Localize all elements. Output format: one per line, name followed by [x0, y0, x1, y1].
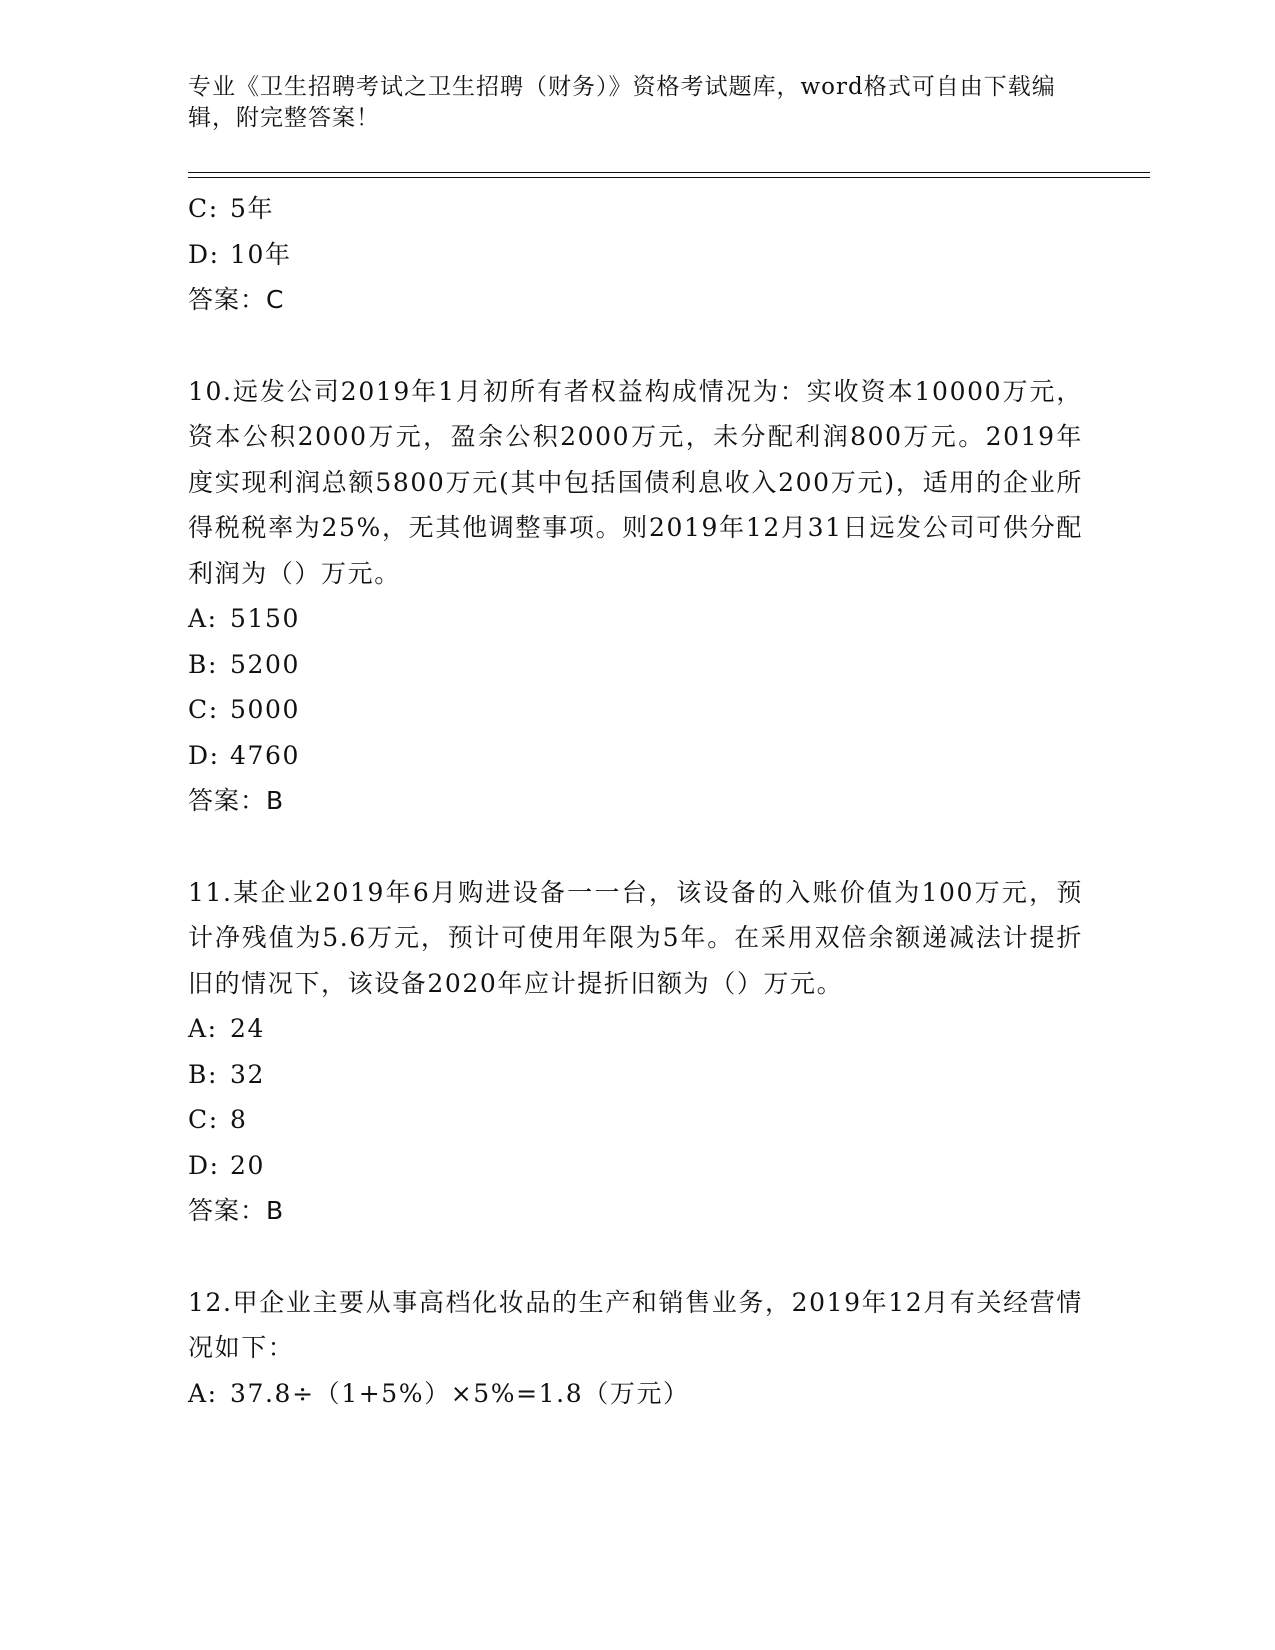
header-text: 专业《卫生招聘考试之卫生招聘（财务）》资格考试题库，word格式可自由下载编辑，附完整答案！ — [188, 74, 1056, 131]
option-line — [188, 1371, 1083, 1417]
option-text: 5年 — [230, 194, 275, 223]
option-key: A: — [188, 1014, 218, 1043]
option-line — [188, 642, 1083, 688]
option-key: C: — [188, 1105, 219, 1134]
option-key: B: — [188, 649, 218, 679]
question-12-text: 12.甲企业主要从事高档化妆品的生产和销售业务，2019年12月有关经营情况如下： — [188, 1287, 1083, 1362]
option-key: D: — [188, 740, 220, 770]
option-text: 37.8÷（1+5%）×5%=1.8（万元） — [230, 1378, 690, 1408]
document-body — [188, 186, 1083, 1416]
option-text: 4760 — [230, 740, 301, 770]
option-key: C: — [188, 194, 219, 223]
option-key: B: — [188, 1059, 218, 1089]
option-line — [188, 186, 1083, 232]
option-text: 10年 — [230, 239, 292, 269]
option-key: A: — [188, 604, 218, 633]
question-10-text: 10.远发公司2019年1月初所有者权益构成情况为：实收资本10000万元，资本公积2000万元，盈余公积2000万元，未分配利润800万元。2019年度实现利润总额5800万元(其中包括国债利息收入200万元)，适用的企业所得税税率为25%，无其他调整事项。则2019年12月31日远发公司可供分配利润为（）万元。 — [188, 376, 1083, 588]
option-line — [188, 1006, 1083, 1052]
answer-line: 答案：B — [188, 1196, 285, 1225]
option-text: 5150 — [230, 604, 301, 633]
option-key: D: — [188, 1150, 220, 1180]
option-line — [188, 1052, 1083, 1098]
answer-line: 答案：C — [188, 285, 285, 314]
answer-line: 答案：B — [188, 786, 285, 815]
option-text: 20 — [230, 1150, 266, 1180]
option-line — [188, 1097, 1083, 1143]
option-text: 5000 — [230, 695, 301, 724]
question-11-text: 11.某企业2019年6月购进设备一一台，该设备的入账价值为100万元，预计净残值为5.6万元，预计可使用年限为5年。在采用双倍余额递减法计提折旧的情况下，该设备2020年应计提折旧额为（）万元。 — [188, 877, 1083, 998]
option-text: 32 — [230, 1059, 266, 1089]
option-line — [188, 596, 1083, 642]
option-key: D: — [188, 239, 220, 269]
option-line — [188, 1143, 1083, 1189]
option-key: A: — [188, 1378, 218, 1408]
option-line — [188, 687, 1083, 733]
option-key: C: — [188, 695, 219, 724]
option-text: 8 — [230, 1105, 248, 1134]
option-text: 24 — [230, 1014, 266, 1043]
header-divider-bottom — [188, 177, 1150, 178]
header-divider-top — [188, 172, 1150, 173]
option-text: 5200 — [230, 649, 301, 679]
option-line — [188, 733, 1083, 779]
option-line — [188, 232, 1083, 278]
document-header — [188, 72, 1088, 134]
